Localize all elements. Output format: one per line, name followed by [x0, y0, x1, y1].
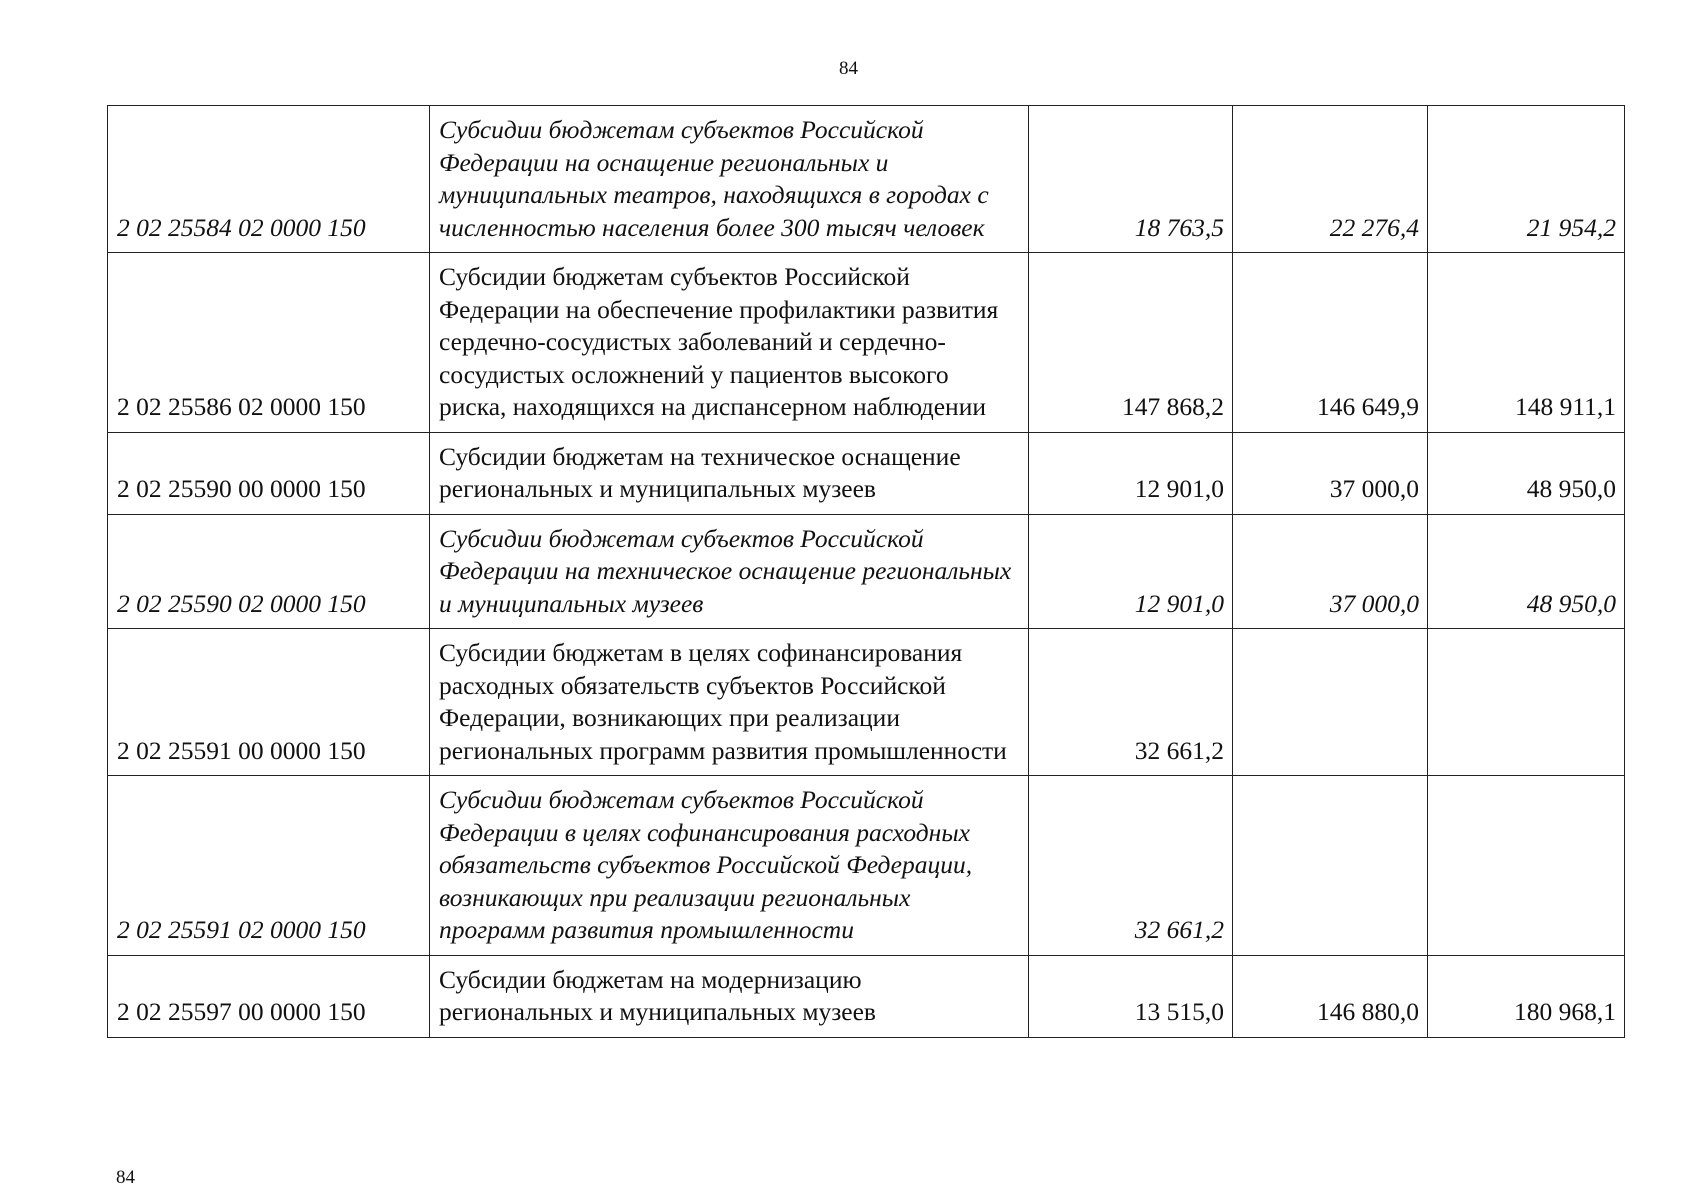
revenue-name-cell: Субсидии бюджетам субъектов Российской Федерации в целях софинансирования расходных обязательств субъектов Российской Федерации, возникающих при реализации региональных программ развития промышленности	[430, 776, 1029, 956]
page-number-bottom: 84	[116, 1167, 135, 1188]
page-number-top: 84	[839, 58, 858, 79]
year2-amount-cell	[1233, 776, 1428, 956]
table-row	[108, 514, 1625, 629]
budget-code-cell: 2 02 25590 02 0000 150	[108, 514, 430, 629]
table-row	[108, 629, 1625, 776]
year2-amount-cell: 146 649,9	[1233, 253, 1428, 433]
year2-amount-cell	[1233, 629, 1428, 776]
year1-amount-cell: 18 763,5	[1029, 106, 1233, 253]
year3-amount-cell: 48 950,0	[1428, 514, 1625, 629]
revenue-name-cell: Субсидии бюджетам субъектов Российской Федерации на обеспечение профилактики развития сердечно-сосудистых заболеваний и сердечно-сосудистых осложнений у пациентов высокого риска, находящихся на диспансерном наблюдении	[430, 253, 1029, 433]
year2-amount-cell: 146 880,0	[1233, 955, 1428, 1037]
year2-amount-cell: 22 276,4	[1233, 106, 1428, 253]
year3-amount-cell	[1428, 629, 1625, 776]
budget-code-cell: 2 02 25591 00 0000 150	[108, 629, 430, 776]
budget-code-cell: 2 02 25597 00 0000 150	[108, 955, 430, 1037]
year1-amount-cell: 12 901,0	[1029, 514, 1233, 629]
revenue-name-cell: Субсидии бюджетам субъектов Российской Федерации на оснащение региональных и муниципальных театров, находящихся в городах с численностью населения более 300 тысяч человек	[430, 106, 1029, 253]
year2-amount-cell: 37 000,0	[1233, 432, 1428, 514]
table-row	[108, 776, 1625, 956]
year1-amount-cell: 32 661,2	[1029, 629, 1233, 776]
table-row	[108, 106, 1625, 253]
budget-code-cell: 2 02 25586 02 0000 150	[108, 253, 430, 433]
year3-amount-cell: 21 954,2	[1428, 106, 1625, 253]
budget-code-cell: 2 02 25584 02 0000 150	[108, 106, 430, 253]
revenue-name-cell: Субсидии бюджетам субъектов Российской Федерации на техническое оснащение региональных и муниципальных музеев	[430, 514, 1029, 629]
table-row	[108, 955, 1625, 1037]
year1-amount-cell: 32 661,2	[1029, 776, 1233, 956]
revenue-name-cell: Субсидии бюджетам на техническое оснащение региональных и муниципальных музеев	[430, 432, 1029, 514]
year3-amount-cell: 148 911,1	[1428, 253, 1625, 433]
table-row	[108, 253, 1625, 433]
year3-amount-cell: 180 968,1	[1428, 955, 1625, 1037]
revenue-name-cell: Субсидии бюджетам в целях софинансирования расходных обязательств субъектов Российской Федерации, возникающих при реализации региональных программ развития промышленности	[430, 629, 1029, 776]
year2-amount-cell: 37 000,0	[1233, 514, 1428, 629]
year1-amount-cell: 147 868,2	[1029, 253, 1233, 433]
year3-amount-cell	[1428, 776, 1625, 956]
year1-amount-cell: 13 515,0	[1029, 955, 1233, 1037]
budget-code-cell: 2 02 25590 00 0000 150	[108, 432, 430, 514]
year1-amount-cell: 12 901,0	[1029, 432, 1233, 514]
budget-revenue-table	[107, 105, 1625, 1038]
year3-amount-cell: 48 950,0	[1428, 432, 1625, 514]
revenue-name-cell: Субсидии бюджетам на модернизацию региональных и муниципальных музеев	[430, 955, 1029, 1037]
table-row	[108, 432, 1625, 514]
budget-code-cell: 2 02 25591 02 0000 150	[108, 776, 430, 956]
